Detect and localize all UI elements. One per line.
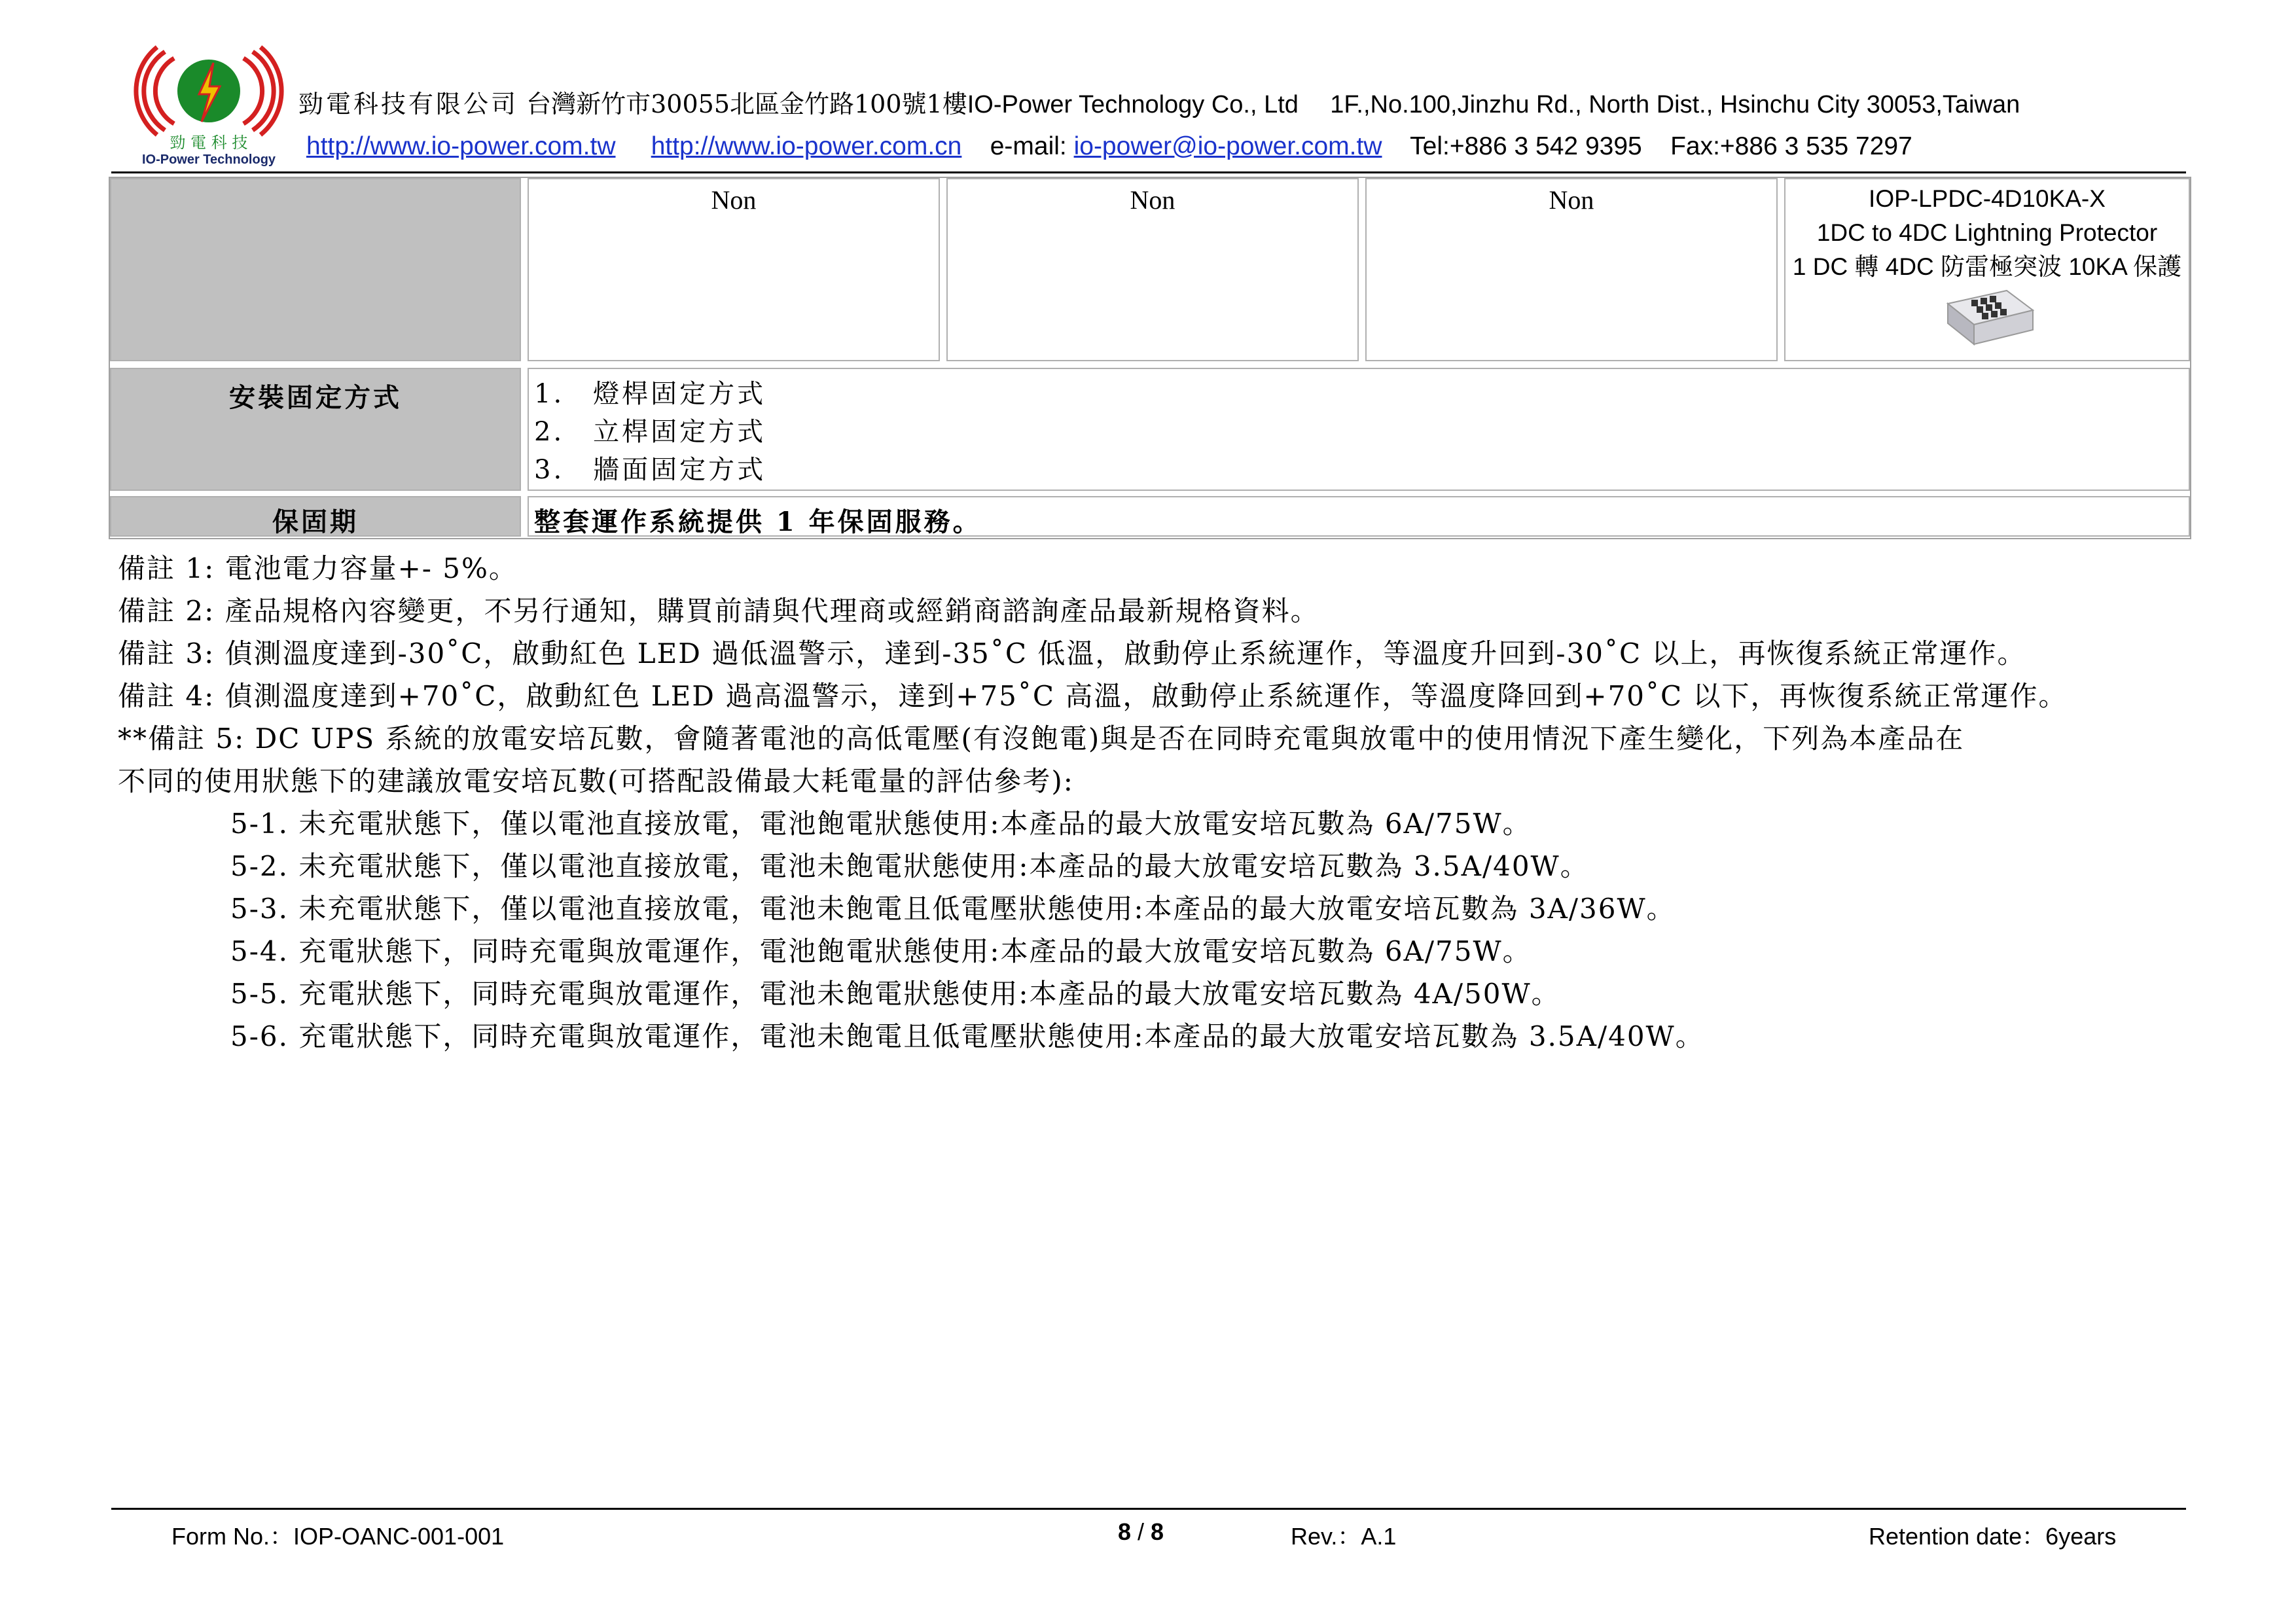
product-model: IOP-LPDC-4D10KA-X <box>1869 185 2106 212</box>
product-name-en: 1DC to 4DC Lightning Protector <box>1816 219 2158 246</box>
sub-note: 5-3. 未充電狀態下，僅以電池直接放電，電池未飽電且低電壓狀態使用:本產品的最大放電安培瓦數為 3A/36W。 <box>230 893 1676 925</box>
note-2: 備註 2: 產品規格內容變更，不另行通知，購買前請與代理商或經銷商諮詢產品最新規格資料。 <box>118 595 1319 627</box>
tel-text: Tel:+886 3 542 9395 <box>1410 132 1642 160</box>
warranty-label-cell <box>110 496 521 537</box>
sub-note: 5-2. 未充電狀態下，僅以電池直接放電，電池未飽電狀態使用:本產品的最大放電安培瓦數為 3.5A/40W。 <box>230 850 1589 882</box>
header-divider <box>111 171 2186 173</box>
retention-date: Retention date：6years <box>1869 1523 2117 1550</box>
page-separator: / <box>1131 1518 1151 1545</box>
header-contact-line <box>306 132 1912 161</box>
page-current: 8 <box>1118 1518 1132 1545</box>
note-3: 備註 3: 偵測溫度達到-30˚C，啟動紅色 LED 過低溫警示，達到-35˚C 低溫，啟動停止系統運作，等溫度升回到-30˚C 以上，再恢復系統正常運作。 <box>118 637 2026 669</box>
website-tw-link[interactable]: http://www.io-power.com.tw <box>306 132 616 160</box>
spec-value: Non <box>1130 185 1175 215</box>
mounting-item: 1. 燈桿固定方式 <box>534 379 766 409</box>
sub-note: 5-4. 充電狀態下，同時充電與放電運作，電池飽電狀態使用:本產品的最大放電安培瓦數為 6A/75W。 <box>230 935 1532 967</box>
spec-cell-3 <box>1365 178 1778 361</box>
spec-cell-1 <box>528 178 940 361</box>
fax-text: Fax:+886 3 535 7297 <box>1670 132 1912 160</box>
mounting-item: 2. 立桿固定方式 <box>534 417 766 447</box>
footer-divider <box>111 1508 2186 1510</box>
mounting-item: 3. 牆面固定方式 <box>534 455 766 485</box>
io-power-logo-icon <box>134 42 284 166</box>
company-logo <box>134 42 284 166</box>
revision: Rev.：A.1 <box>1291 1523 1397 1550</box>
mounting-value-cell <box>528 368 2190 491</box>
spec-cell-2 <box>946 178 1359 361</box>
note-1: 備註 1: 電池電力容量+- 5%。 <box>118 552 518 584</box>
mounting-label: 安裝固定方式 <box>229 382 402 413</box>
email-label: e-mail: <box>990 132 1067 160</box>
lightning-protector-device-icon <box>1935 284 2039 347</box>
website-cn-link[interactable]: http://www.io-power.com.cn <box>651 132 962 160</box>
mounting-label-cell <box>110 368 521 491</box>
spec-table <box>109 177 2191 539</box>
page-number <box>1118 1518 1164 1546</box>
note-5: **備註 5: DC UPS 系統的放電安培瓦數，會隨著電池的高低電壓(有沒飽電)與是否在同時充電與放電中的使用情況下產生變化，下列為本產品在 <box>118 722 1965 755</box>
spec-label-cell <box>110 178 521 361</box>
product-name-zh: 1 DC 轉 4DC 防雷極突波 10KA 保護 <box>1792 253 2182 280</box>
page-total: 8 <box>1151 1518 1164 1545</box>
note-4: 備註 4: 偵測溫度達到+70˚C，啟動紅色 LED 過高溫警示，達到+75˚C 高溫，啟動停止系統運作，等溫度降回到+70˚C 以下，再恢復系統正常運作。 <box>118 680 2068 712</box>
address-en: 1F.,No.100,Jinzhu Rd., North Dist., Hsinchu City 30053,Taiwan <box>1330 91 2020 118</box>
spec-value: Non <box>711 185 757 215</box>
email-link[interactable]: io-power@io-power.com.tw <box>1073 132 1382 160</box>
product-cell <box>1784 178 2190 361</box>
form-number: Form No.：IOP-OANC-001-001 <box>171 1523 505 1550</box>
header-company-line <box>298 84 2020 120</box>
sub-note: 5-5. 充電狀態下，同時充電與放電運作，電池未飽電狀態使用:本產品的最大放電安培瓦數為 4A/50W。 <box>230 978 1560 1010</box>
warranty-label: 保固期 <box>272 507 359 537</box>
sub-note: 5-6. 充電狀態下，同時充電與放電運作，電池未飽電且低電壓狀態使用:本產品的最大放電安培瓦數為 3.5A/40W。 <box>230 1020 1704 1052</box>
address-zh: 台灣新竹市30055北區金竹路100號1樓 <box>526 90 967 118</box>
company-name-zh: 勁電科技有限公司 <box>298 90 519 118</box>
warranty-value-cell <box>528 496 2190 537</box>
logo-text-en: IO-Power Technology <box>141 152 276 166</box>
warranty-value: 整套運作系統提供 1 年保固服務。 <box>534 507 982 537</box>
spec-value: Non <box>1549 185 1594 215</box>
note-5-continued: 不同的使用狀態下的建議放電安培瓦數(可搭配設備最大耗電量的評估參考): <box>118 765 1074 797</box>
company-name-en: IO-Power Technology Co., Ltd <box>967 91 1299 118</box>
logo-text-zh: 勁 電 科 技 <box>170 134 248 152</box>
sub-note: 5-1. 未充電狀態下，僅以電池直接放電，電池飽電狀態使用:本產品的最大放電安培瓦數為 6A/75W。 <box>230 808 1532 840</box>
